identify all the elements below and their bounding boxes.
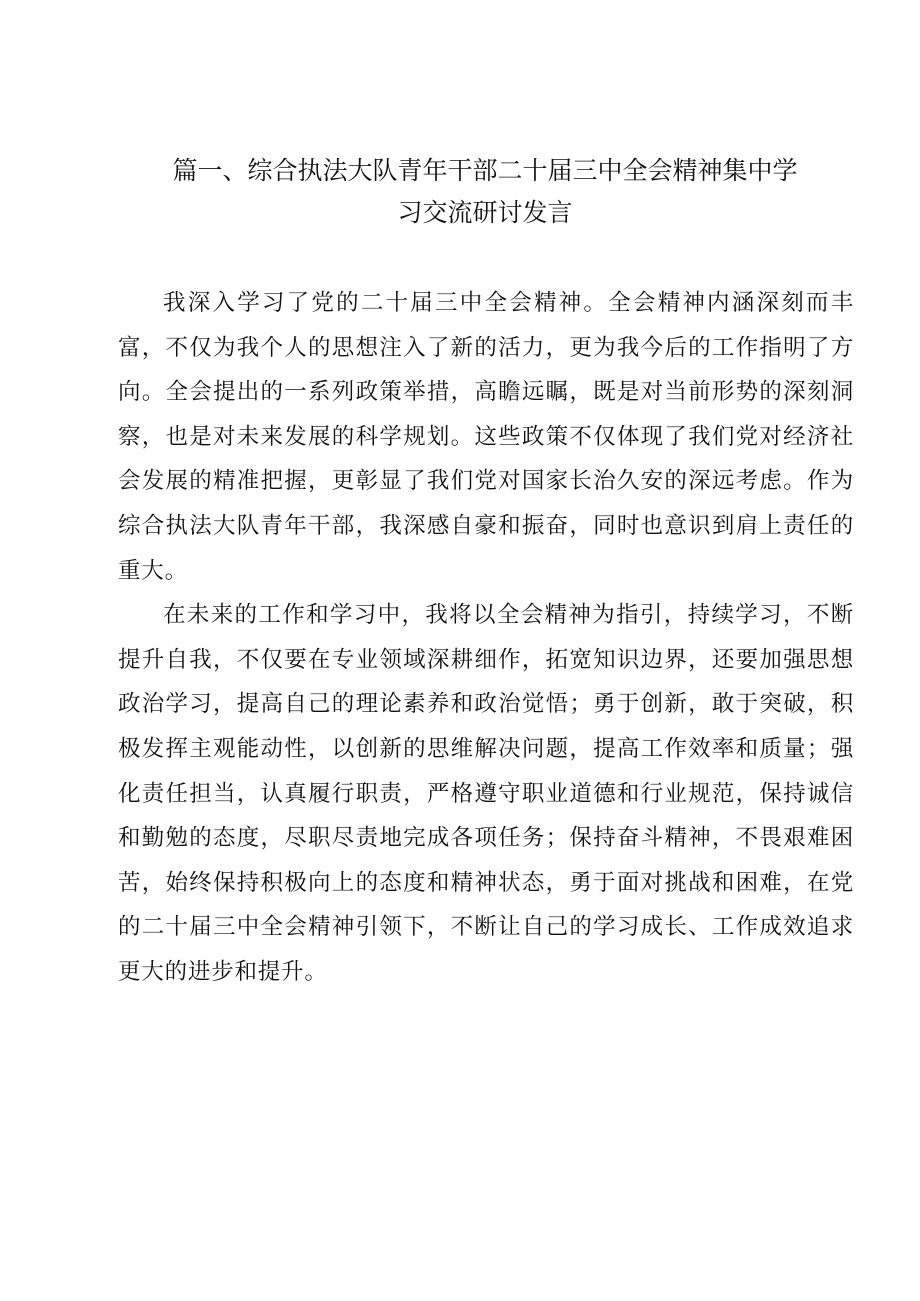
- paragraph-1: 我深入学习了党的二十届三中全会精神。全会精神内涵深刻而丰富，不仅为我个人的思想注入了新的活力，更为我今后的工作指明了方向。全会提出的一系列政策举措，高瞻远瞩，既是对当前形势的深刻洞察，也是对未来发展的科学规划。这些政策不仅体现了我们党对经济社会发展的精准把握，更彰显了我们党对国家长治久安的深远考虑。作为综合执法大队青年干部，我深感自豪和振奋，同时也意识到肩上责任的重大。: [118, 290, 854, 584]
- title-line-2: 习交流研讨发言: [397, 198, 573, 227]
- document-body: [118, 281, 854, 995]
- page-title: [120, 150, 850, 234]
- paragraph-2: 在未来的工作和学习中，我将以全会精神为指引，持续学习，不断提升自我，不仅要在专业领域深耕细作，拓宽知识边界，还要加强思想政治学习，提高自己的理论素养和政治觉悟；勇于创新，敢于突破，积极发挥主观能动性，以创新的思维解决问题，提高工作效率和质量；强化责任担当，认真履行职责，严格遵守职业道德和行业规范，保持诚信和勤勉的态度，尽职尽责地完成各项任务；保持奋斗精神，不畏艰难困苦，始终保持积极向上的态度和精神状态，勇于面对挑战和困难，在党的二十届三中全会精神引领下，不断让自己的学习成长、工作成效追求更大的进步和提升。: [118, 602, 854, 985]
- title-line-1: 篇一、综合执法大队青年干部二十届三中全会精神集中学: [172, 156, 798, 185]
